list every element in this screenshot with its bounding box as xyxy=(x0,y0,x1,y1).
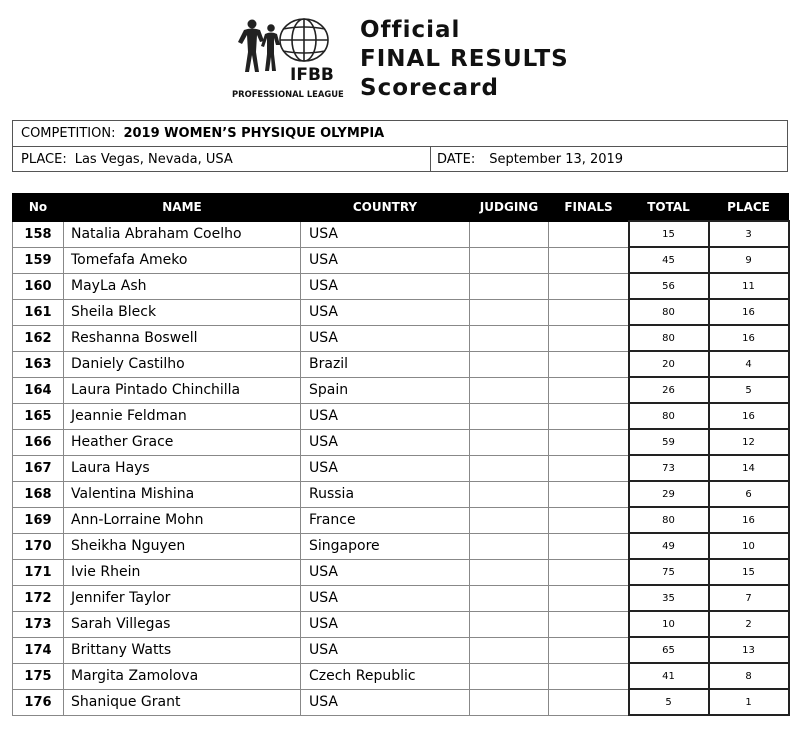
final-place: 9 xyxy=(709,247,789,273)
final-place: 13 xyxy=(709,637,789,663)
finals-score xyxy=(549,377,629,403)
competitor-country: Singapore xyxy=(301,533,470,559)
competitor-name: Ivie Rhein xyxy=(64,559,301,585)
table-row xyxy=(13,429,789,455)
competitor-name: Ann-Lorraine Mohn xyxy=(64,507,301,533)
competitor-country: USA xyxy=(301,611,470,637)
title-line-official: Official xyxy=(360,17,461,43)
table-row xyxy=(13,325,789,351)
results-table xyxy=(12,193,790,716)
judging-score xyxy=(470,221,549,247)
competitor-number: 164 xyxy=(13,377,64,403)
finals-score xyxy=(549,351,629,377)
competitor-country: USA xyxy=(301,689,470,715)
competitor-country: USA xyxy=(301,325,470,351)
table-row xyxy=(13,689,789,715)
total-score: 80 xyxy=(629,325,709,351)
competitor-number: 174 xyxy=(13,637,64,663)
competitor-name: Tomefafa Ameko xyxy=(64,247,301,273)
total-score: 26 xyxy=(629,377,709,403)
place-label: PLACE: xyxy=(21,152,67,167)
col-header-finals: FINALS xyxy=(549,194,629,222)
competitor-country: USA xyxy=(301,637,470,663)
competition-value: 2019 WOMEN’S PHYSIQUE OLYMPIA xyxy=(123,126,385,141)
final-place: 7 xyxy=(709,585,789,611)
finals-score xyxy=(549,507,629,533)
competitor-country: Czech Republic xyxy=(301,663,470,689)
table-header-row xyxy=(13,194,789,222)
total-score: 65 xyxy=(629,637,709,663)
final-place: 15 xyxy=(709,559,789,585)
total-score: 59 xyxy=(629,429,709,455)
judging-score xyxy=(470,689,549,715)
table-row xyxy=(13,559,789,585)
final-place: 11 xyxy=(709,273,789,299)
table-row xyxy=(13,221,789,247)
competitor-number: 161 xyxy=(13,299,64,325)
competition-label: COMPETITION: xyxy=(21,126,116,141)
finals-score xyxy=(549,455,629,481)
table-row xyxy=(13,507,789,533)
competitor-country: Russia xyxy=(301,481,470,507)
competitor-country: USA xyxy=(301,273,470,299)
competition-row xyxy=(13,121,787,147)
date-divider xyxy=(430,147,431,172)
competitor-country: USA xyxy=(301,429,470,455)
finals-score xyxy=(549,273,629,299)
date-cell xyxy=(437,147,623,172)
competitor-name: Heather Grace xyxy=(64,429,301,455)
competitor-name: Laura Pintado Chinchilla xyxy=(64,377,301,403)
competitor-country: Spain xyxy=(301,377,470,403)
table-row xyxy=(13,455,789,481)
logo-text: IFBB xyxy=(290,65,334,85)
competitor-country: USA xyxy=(301,221,470,247)
competitor-country: USA xyxy=(301,455,470,481)
total-score: 56 xyxy=(629,273,709,299)
total-score: 80 xyxy=(629,299,709,325)
final-place: 16 xyxy=(709,403,789,429)
total-score: 49 xyxy=(629,533,709,559)
competitor-name: Shanique Grant xyxy=(64,689,301,715)
final-place: 3 xyxy=(709,221,789,247)
competitor-name: Sheila Bleck xyxy=(64,299,301,325)
judging-score xyxy=(470,611,549,637)
final-place: 1 xyxy=(709,689,789,715)
competitor-name: Jeannie Feldman xyxy=(64,403,301,429)
total-score: 35 xyxy=(629,585,709,611)
table-row xyxy=(13,585,789,611)
competitor-country: USA xyxy=(301,403,470,429)
place-date-row xyxy=(13,147,787,172)
final-place: 10 xyxy=(709,533,789,559)
total-score: 41 xyxy=(629,663,709,689)
judging-score xyxy=(470,299,549,325)
date-value: September 13, 2019 xyxy=(489,152,624,167)
judging-score xyxy=(470,507,549,533)
finals-score xyxy=(549,585,629,611)
total-score: 10 xyxy=(629,611,709,637)
judging-score xyxy=(470,585,549,611)
total-score: 20 xyxy=(629,351,709,377)
finals-score xyxy=(549,611,629,637)
competitor-name: Jennifer Taylor xyxy=(64,585,301,611)
total-score: 29 xyxy=(629,481,709,507)
judging-score xyxy=(470,637,549,663)
competitor-name: Sarah Villegas xyxy=(64,611,301,637)
table-row xyxy=(13,351,789,377)
final-place: 12 xyxy=(709,429,789,455)
col-header-no: No xyxy=(13,194,64,222)
table-row xyxy=(13,611,789,637)
judging-score xyxy=(470,481,549,507)
competition-cell xyxy=(21,121,384,146)
finals-score xyxy=(549,221,629,247)
competitor-country: USA xyxy=(301,585,470,611)
competitor-name: Laura Hays xyxy=(64,455,301,481)
competitor-number: 169 xyxy=(13,507,64,533)
judging-score xyxy=(470,403,549,429)
title-line-final-results: FINAL RESULTS xyxy=(360,46,569,72)
competitor-country: USA xyxy=(301,559,470,585)
athletes-silhouette-icon xyxy=(238,20,280,73)
competitor-name: Margita Zamolova xyxy=(64,663,301,689)
competitor-number: 172 xyxy=(13,585,64,611)
competitor-number: 166 xyxy=(13,429,64,455)
competitor-name: MayLa Ash xyxy=(64,273,301,299)
table-row xyxy=(13,273,789,299)
results-table-body xyxy=(13,221,789,715)
finals-score xyxy=(549,663,629,689)
finals-score xyxy=(549,325,629,351)
final-place: 8 xyxy=(709,663,789,689)
competitor-number: 173 xyxy=(13,611,64,637)
total-score: 75 xyxy=(629,559,709,585)
table-row xyxy=(13,481,789,507)
col-header-judging: JUDGING xyxy=(470,194,549,222)
final-place: 16 xyxy=(709,325,789,351)
final-place: 6 xyxy=(709,481,789,507)
competitor-country: USA xyxy=(301,299,470,325)
table-row xyxy=(13,403,789,429)
competitor-name: Brittany Watts xyxy=(64,637,301,663)
finals-score xyxy=(549,689,629,715)
competitor-number: 168 xyxy=(13,481,64,507)
competitor-name: Reshanna Boswell xyxy=(64,325,301,351)
globe-icon xyxy=(280,19,328,61)
date-label: DATE: xyxy=(437,152,476,167)
finals-score xyxy=(549,533,629,559)
ifbb-logo xyxy=(230,14,350,104)
competitor-name: Daniely Castilho xyxy=(64,351,301,377)
total-score: 73 xyxy=(629,455,709,481)
col-header-country: COUNTRY xyxy=(301,194,470,222)
judging-score xyxy=(470,351,549,377)
table-row xyxy=(13,247,789,273)
judging-score xyxy=(470,273,549,299)
competitor-number: 160 xyxy=(13,273,64,299)
competitor-number: 171 xyxy=(13,559,64,585)
competitor-country: France xyxy=(301,507,470,533)
total-score: 5 xyxy=(629,689,709,715)
final-place: 14 xyxy=(709,455,789,481)
finals-score xyxy=(549,299,629,325)
final-place: 16 xyxy=(709,299,789,325)
judging-score xyxy=(470,429,549,455)
competitor-name: Sheikha Nguyen xyxy=(64,533,301,559)
competitor-number: 165 xyxy=(13,403,64,429)
scorecard-title xyxy=(360,16,569,103)
judging-score xyxy=(470,559,549,585)
competitor-name: Valentina Mishina xyxy=(64,481,301,507)
col-header-place: PLACE xyxy=(709,194,789,222)
table-row xyxy=(13,299,789,325)
col-header-total: TOTAL xyxy=(629,194,709,222)
total-score: 80 xyxy=(629,507,709,533)
competitor-name: Natalia Abraham Coelho xyxy=(64,221,301,247)
final-place: 5 xyxy=(709,377,789,403)
competitor-number: 175 xyxy=(13,663,64,689)
total-score: 80 xyxy=(629,403,709,429)
total-score: 45 xyxy=(629,247,709,273)
judging-score xyxy=(470,247,549,273)
title-line-scorecard: Scorecard xyxy=(360,75,499,101)
table-row xyxy=(13,637,789,663)
col-header-name: NAME xyxy=(64,194,301,222)
place-value: Las Vegas, Nevada, USA xyxy=(74,152,233,167)
competitor-country: USA xyxy=(301,247,470,273)
total-score: 15 xyxy=(629,221,709,247)
judging-score xyxy=(470,377,549,403)
competitor-number: 158 xyxy=(13,221,64,247)
table-row xyxy=(13,663,789,689)
judging-score xyxy=(470,325,549,351)
competitor-number: 162 xyxy=(13,325,64,351)
finals-score xyxy=(549,559,629,585)
table-row xyxy=(13,533,789,559)
finals-score xyxy=(549,403,629,429)
scorecard-header xyxy=(0,0,800,110)
finals-score xyxy=(549,637,629,663)
competition-info-box xyxy=(12,120,788,172)
final-place: 4 xyxy=(709,351,789,377)
judging-score xyxy=(470,533,549,559)
final-place: 16 xyxy=(709,507,789,533)
competitor-number: 176 xyxy=(13,689,64,715)
place-cell xyxy=(21,147,233,172)
finals-score xyxy=(549,247,629,273)
judging-score xyxy=(470,455,549,481)
judging-score xyxy=(470,663,549,689)
competitor-country: Brazil xyxy=(301,351,470,377)
competitor-number: 159 xyxy=(13,247,64,273)
competitor-number: 163 xyxy=(13,351,64,377)
finals-score xyxy=(549,481,629,507)
final-place: 2 xyxy=(709,611,789,637)
logo-subtext: PROFESSIONAL LEAGUE xyxy=(232,89,344,99)
finals-score xyxy=(549,429,629,455)
table-row xyxy=(13,377,789,403)
competitor-number: 170 xyxy=(13,533,64,559)
competitor-number: 167 xyxy=(13,455,64,481)
